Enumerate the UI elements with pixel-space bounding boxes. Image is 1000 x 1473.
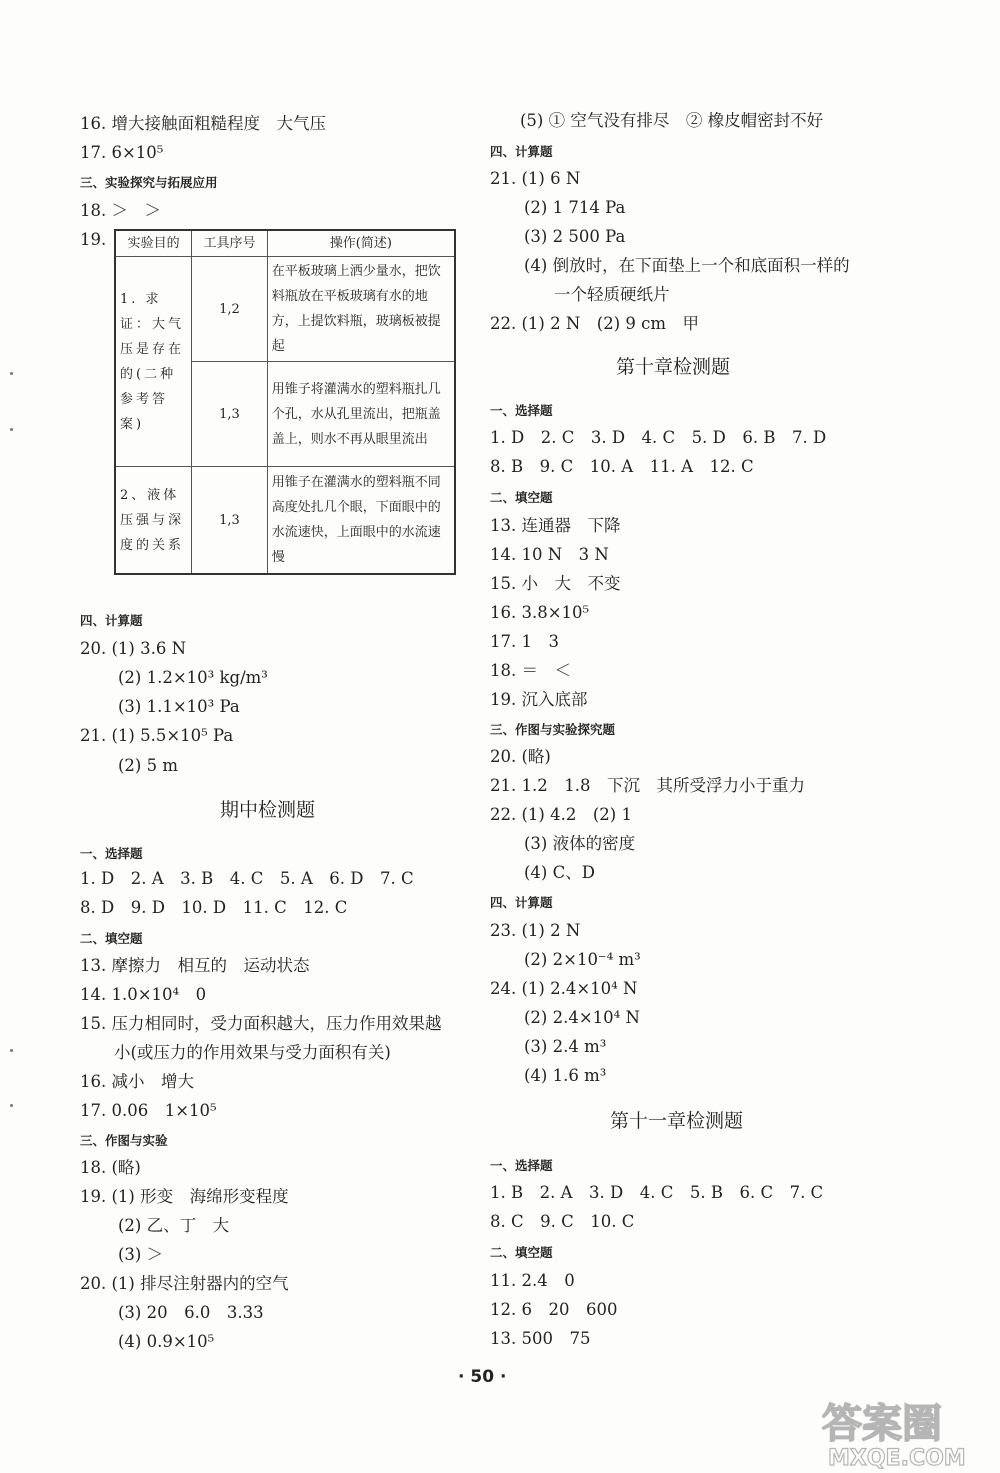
answer-14: 14. 1.0×10⁴ 0	[80, 985, 207, 1004]
answer-24-1: 24. (1) 2.4×10⁴ N	[490, 979, 638, 998]
answer-5: (5) ① 空气没有排尽 ② 橡皮帽密封不好	[520, 111, 824, 130]
section-heading: 四、计算题	[80, 613, 143, 628]
answer-15-cont: 小(或压力的作用效果与受力面积有关)	[114, 1043, 391, 1062]
answer-23-1: 23. (1) 2 N	[490, 921, 581, 940]
answer-17: 17. 0.06 1×10⁵	[80, 1101, 217, 1120]
answer-22-3: (3) 液体的密度	[524, 834, 636, 853]
answer-17: 17. 1 3	[490, 632, 559, 651]
answer-19-2: (2) 乙、丁 大	[118, 1216, 230, 1235]
answer-21-1: 21. (1) 5.5×10⁵ Pa	[80, 726, 234, 745]
table-cell: 用锥子在灌满水的塑料瓶不同高度处扎几个眼，下面眼中的水流速快，上面眼中的水流速慢	[267, 467, 455, 575]
answer-16: 16. 3.8×10⁵	[490, 603, 590, 622]
answer-21-2: (2) 1 714 Pa	[524, 198, 626, 217]
section-heading: 二、填空题	[490, 490, 553, 505]
answer-19-label: 19.	[80, 230, 107, 249]
choice-answers-1: 1. B 2. A 3. D 4. C 5. B 6. C 7. C	[490, 1183, 824, 1202]
section-heading: 四、计算题	[490, 144, 553, 159]
page-number: · 50 ·	[458, 1367, 507, 1387]
answer-22-1: 22. (1) 4.2 (2) 1	[490, 805, 632, 824]
answer-21-3: (3) 2 500 Pa	[524, 227, 626, 246]
answer-18: 18. (略)	[80, 1158, 141, 1177]
choice-answers-1: 1. D 2. A 3. B 4. C 5. A 6. D 7. C	[80, 869, 414, 888]
header-purpose: 实验目的	[115, 230, 192, 257]
table-row	[115, 257, 455, 362]
table-cell: 1,3	[192, 362, 267, 467]
scan-speck	[10, 1049, 13, 1052]
header-operation: 操作(简述)	[267, 230, 455, 257]
answer-13: 13. 500 75	[490, 1329, 591, 1348]
table-row	[115, 467, 455, 575]
chapter10-title: 第十章检测题	[616, 356, 731, 378]
answer-20-3: (3) 20 6.0 3.33	[118, 1303, 264, 1322]
answer-24-4: (4) 1.6 m³	[524, 1066, 607, 1085]
table-cell: 1,3	[192, 467, 267, 575]
section-heading: 三、作图与实验	[80, 1133, 168, 1148]
section-heading: 一、选择题	[490, 1158, 553, 1173]
midterm-title: 期中检测题	[220, 799, 316, 821]
answer-13: 13. 连通器 下降	[490, 516, 621, 535]
header-tool-number: 工具序号	[192, 230, 267, 257]
section-heading: 二、填空题	[490, 1245, 553, 1260]
answer-20-1: 20. (1) 3.6 N	[80, 639, 187, 658]
section-heading: 四、计算题	[490, 895, 553, 910]
answer-12: 12. 6 20 600	[490, 1300, 618, 1319]
answer-16: 16. 增大接触面粗糙程度 大气压	[80, 114, 326, 133]
answer-19: 19. 沉入底部	[490, 690, 588, 709]
answer-21-4: (4) 倒放时，在下面垫上一个和底面积一样的	[524, 256, 850, 275]
answer-22-4: (4) C、D	[524, 863, 595, 882]
watermark-logo	[818, 1393, 990, 1469]
table-cell: 在平板玻璃上洒少量水，把饮料瓶放在平板玻璃有水的地方，上提饮料瓶，玻璃板被提起	[267, 257, 455, 362]
experiment-table	[114, 229, 456, 575]
answer-20-1: 20. (1) 排尽注射器内的空气	[80, 1274, 289, 1293]
answer-20-3: (3) 1.1×10³ Pa	[118, 697, 240, 716]
table-cell: 2、液体压强与深度的关系	[115, 467, 192, 575]
section-heading: 三、实验探究与拓展应用	[80, 175, 218, 190]
answer-19-1: 19. (1) 形变 海绵形变程度	[80, 1187, 289, 1206]
watermark-graphic	[818, 1393, 990, 1469]
answer-21-1: 21. (1) 6 N	[490, 169, 581, 188]
answer-22: 22. (1) 2 N (2) 9 cm 甲	[490, 314, 700, 333]
section-heading: 一、选择题	[490, 403, 553, 418]
section-heading: 三、作图与实验探究题	[490, 722, 616, 737]
answer-24-3: (3) 2.4 m³	[524, 1037, 607, 1056]
table-header-row	[115, 230, 455, 257]
answer-21-2: (2) 5 m	[118, 756, 179, 775]
chapter11-title: 第十一章检测题	[610, 1110, 744, 1132]
answer-23-2: (2) 2×10⁻⁴ m³	[524, 950, 641, 969]
answer-20-4: (4) 0.9×10⁵	[118, 1332, 215, 1351]
scan-speck	[10, 428, 13, 431]
answer-21: 21. 1.2 1.8 下沉 其所受浮力小于重力	[490, 776, 805, 795]
answer-13: 13. 摩擦力 相互的 运动状态	[80, 956, 310, 975]
answer-14: 14. 10 N 3 N	[490, 545, 609, 564]
scan-speck	[10, 1104, 13, 1107]
choice-answers-2: 8. B 9. C 10. A 11. A 12. C	[490, 457, 754, 476]
answer-21-4-cont: 一个轻质硬纸片	[554, 285, 670, 304]
watermark-url: MXQE.COM	[828, 1446, 966, 1469]
answer-15: 15. 小 大 不变	[490, 574, 621, 593]
answer-20: 20. (略)	[490, 747, 551, 766]
table-cell: 1,2	[192, 257, 267, 362]
answer-16: 16. 减小 增大	[80, 1072, 194, 1091]
answer-15: 15. 压力相同时，受力面积越大，压力作用效果越	[80, 1014, 442, 1033]
answer-18: 18. ＝ ＜	[490, 661, 571, 680]
answer-19-3: (3) ＞	[118, 1245, 164, 1264]
choice-answers-1: 1. D 2. C 3. D 4. C 5. D 6. B 7. D	[490, 428, 827, 447]
answer-18: 18. ＞ ＞	[80, 201, 161, 220]
answer-17: 17. 6×10⁵	[80, 143, 164, 162]
watermark-text: 答案圈	[822, 1401, 942, 1447]
answer-11: 11. 2.4 0	[490, 1271, 575, 1290]
table-cell: 用锥子将灌满水的塑料瓶扎几个孔，水从孔里流出，把瓶盖盖上，则水不再从眼里流出	[267, 362, 455, 467]
section-heading: 一、选择题	[80, 846, 143, 861]
table-cell: 1. 求证：大气压是存在的(二种参考答案)	[115, 257, 192, 467]
answer-20-2: (2) 1.2×10³ kg/m³	[118, 668, 268, 687]
section-heading: 二、填空题	[80, 931, 143, 946]
choice-answers-2: 8. C 9. C 10. C	[490, 1212, 635, 1231]
answer-24-2: (2) 2.4×10⁴ N	[524, 1008, 640, 1027]
scan-speck	[10, 372, 13, 375]
choice-answers-2: 8. D 9. D 10. D 11. C 12. C	[80, 898, 348, 917]
